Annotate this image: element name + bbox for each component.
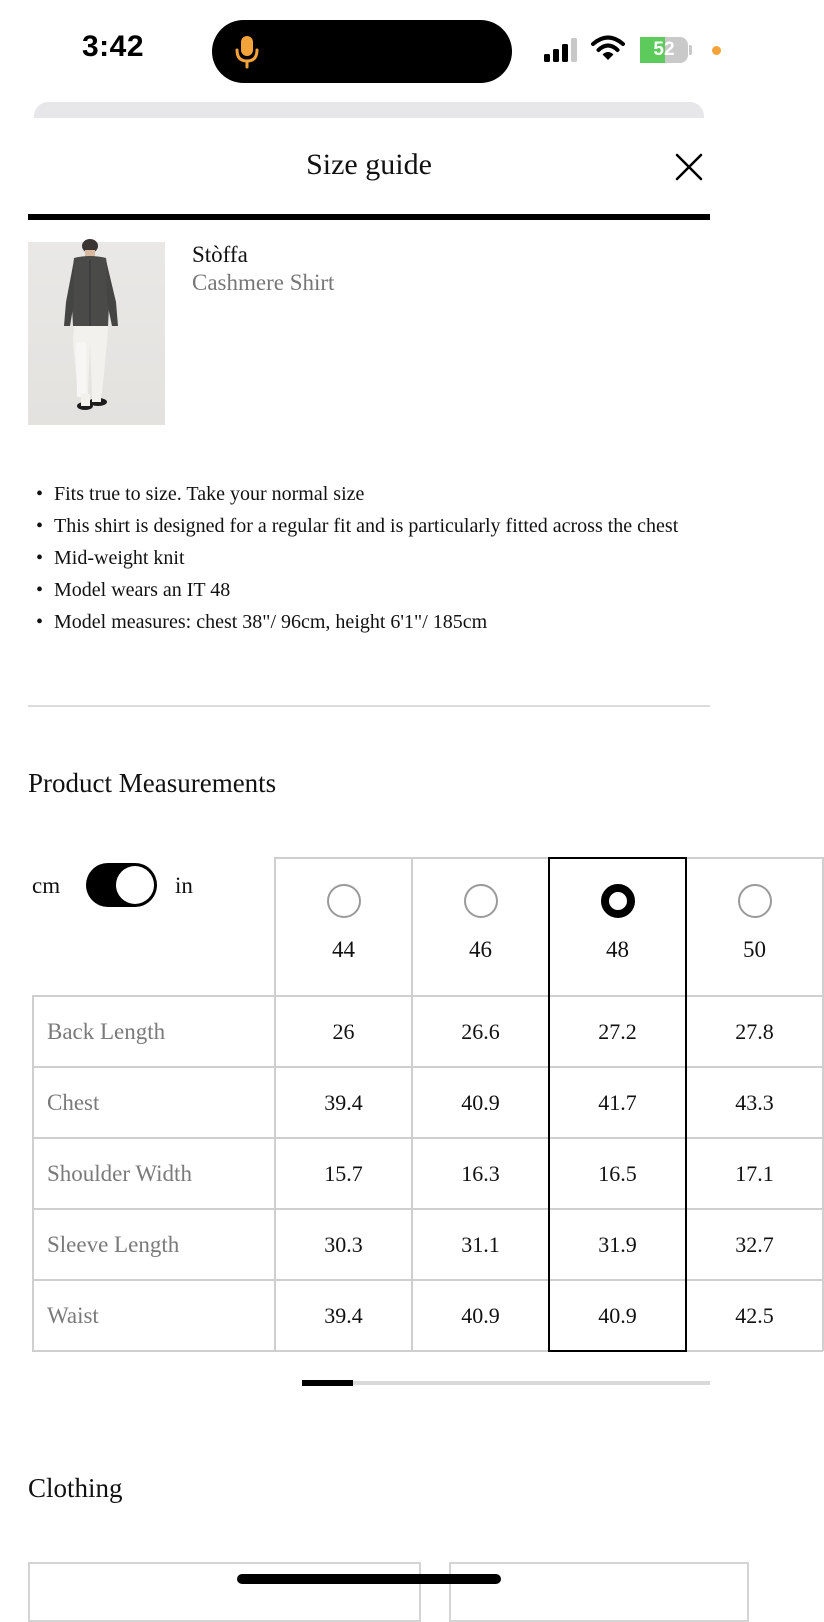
measurement-value: 39.4 (324, 1302, 363, 1328)
battery-icon (640, 37, 692, 63)
measurement-value: 27.2 (598, 1018, 637, 1044)
size-option-44[interactable] (275, 857, 412, 996)
size-label: 50 (743, 937, 766, 962)
measurement-value: 16.3 (461, 1160, 500, 1186)
size-label: 46 (469, 937, 492, 962)
fit-note: • Model wears an IT 48 (36, 574, 696, 606)
page-title: Size guide (306, 148, 432, 181)
clothing-card[interactable] (28, 1562, 421, 1622)
signal-icon (544, 38, 580, 62)
measurement-value: 40.9 (461, 1089, 500, 1115)
table-scrollbar-track[interactable] (302, 1381, 710, 1385)
size-option-50[interactable] (686, 857, 823, 996)
table-gridline (275, 857, 823, 859)
measurement-value: 40.9 (598, 1302, 637, 1328)
measurement-value: 43.3 (735, 1089, 774, 1115)
measurement-value: 16.5 (598, 1160, 637, 1186)
size-label: 44 (332, 937, 355, 962)
product-brand: Stòffa (192, 242, 248, 267)
product-name: Cashmere Shirt (192, 270, 335, 295)
measurement-value: 30.3 (324, 1231, 363, 1257)
table-gridline (411, 857, 413, 1351)
measurement-value: 17.1 (735, 1160, 774, 1186)
close-icon[interactable] (672, 150, 706, 184)
measurement-value: 42.5 (735, 1302, 774, 1328)
table-gridline (32, 1137, 823, 1139)
privacy-indicator-dot (712, 46, 721, 55)
fit-note: • Model measures: chest 38"/ 96cm, height 6'1"/ 185cm (36, 606, 696, 638)
home-indicator[interactable] (237, 1574, 501, 1584)
measurement-value: 32.7 (735, 1231, 774, 1257)
product-image (28, 242, 165, 425)
table-gridline (32, 1208, 823, 1210)
clothing-card[interactable] (449, 1562, 749, 1622)
table-gridline (548, 857, 550, 1351)
wifi-icon (591, 34, 625, 62)
clothing-title: Clothing (28, 1473, 123, 1503)
unit-cm-label: cm (32, 873, 61, 898)
measurements-title: Product Measurements (28, 768, 277, 798)
table-gridline (274, 857, 276, 1351)
measurement-value: 27.8 (735, 1018, 774, 1044)
measurement-value: 41.7 (598, 1089, 637, 1115)
fit-note: • This shirt is designed for a regular fit and is particularly fitted across the chest (36, 510, 696, 542)
size-radio[interactable] (327, 884, 361, 918)
measurement-value: 15.7 (324, 1160, 363, 1186)
measurement-value: 40.9 (461, 1302, 500, 1328)
size-radio[interactable] (464, 884, 498, 918)
mic-icon (234, 34, 260, 70)
unit-in-label: in (175, 873, 193, 898)
measurement-label: Shoulder Width (47, 1160, 192, 1186)
battery-percent: 52 (653, 39, 675, 60)
table-gridline (32, 995, 823, 997)
size-option-46[interactable] (412, 857, 549, 996)
size-label: 48 (606, 937, 629, 962)
measurement-label: Sleeve Length (47, 1231, 180, 1257)
status-time: 3:42 (82, 30, 145, 63)
fit-note: • Fits true to size. Take your normal size (36, 478, 696, 510)
measurement-value: 31.9 (598, 1231, 637, 1257)
size-radio[interactable] (738, 884, 772, 918)
measurement-value: 31.1 (461, 1231, 500, 1257)
title-divider (28, 214, 710, 220)
table-gridline (32, 1066, 823, 1068)
section-divider (28, 705, 710, 707)
fit-notes-list (36, 478, 696, 638)
measurement-value: 26.6 (461, 1018, 500, 1044)
size-option-48[interactable] (549, 857, 686, 996)
status-bar (0, 0, 738, 100)
table-scrollbar-thumb[interactable] (302, 1380, 353, 1386)
dynamic-island (212, 20, 512, 83)
size-radio[interactable] (601, 884, 635, 918)
table-gridline (32, 1279, 823, 1281)
table-gridline (32, 1350, 823, 1352)
measurement-label: Chest (47, 1089, 100, 1115)
measurement-value: 39.4 (324, 1089, 363, 1115)
table-gridline (32, 996, 34, 1351)
fit-note: • Mid-weight knit (36, 542, 696, 574)
table-gridline (685, 857, 687, 1351)
measurement-label: Waist (47, 1302, 99, 1328)
measurement-label: Back Length (47, 1018, 166, 1044)
size-table (0, 857, 774, 1351)
measurement-value: 26 (332, 1018, 355, 1044)
